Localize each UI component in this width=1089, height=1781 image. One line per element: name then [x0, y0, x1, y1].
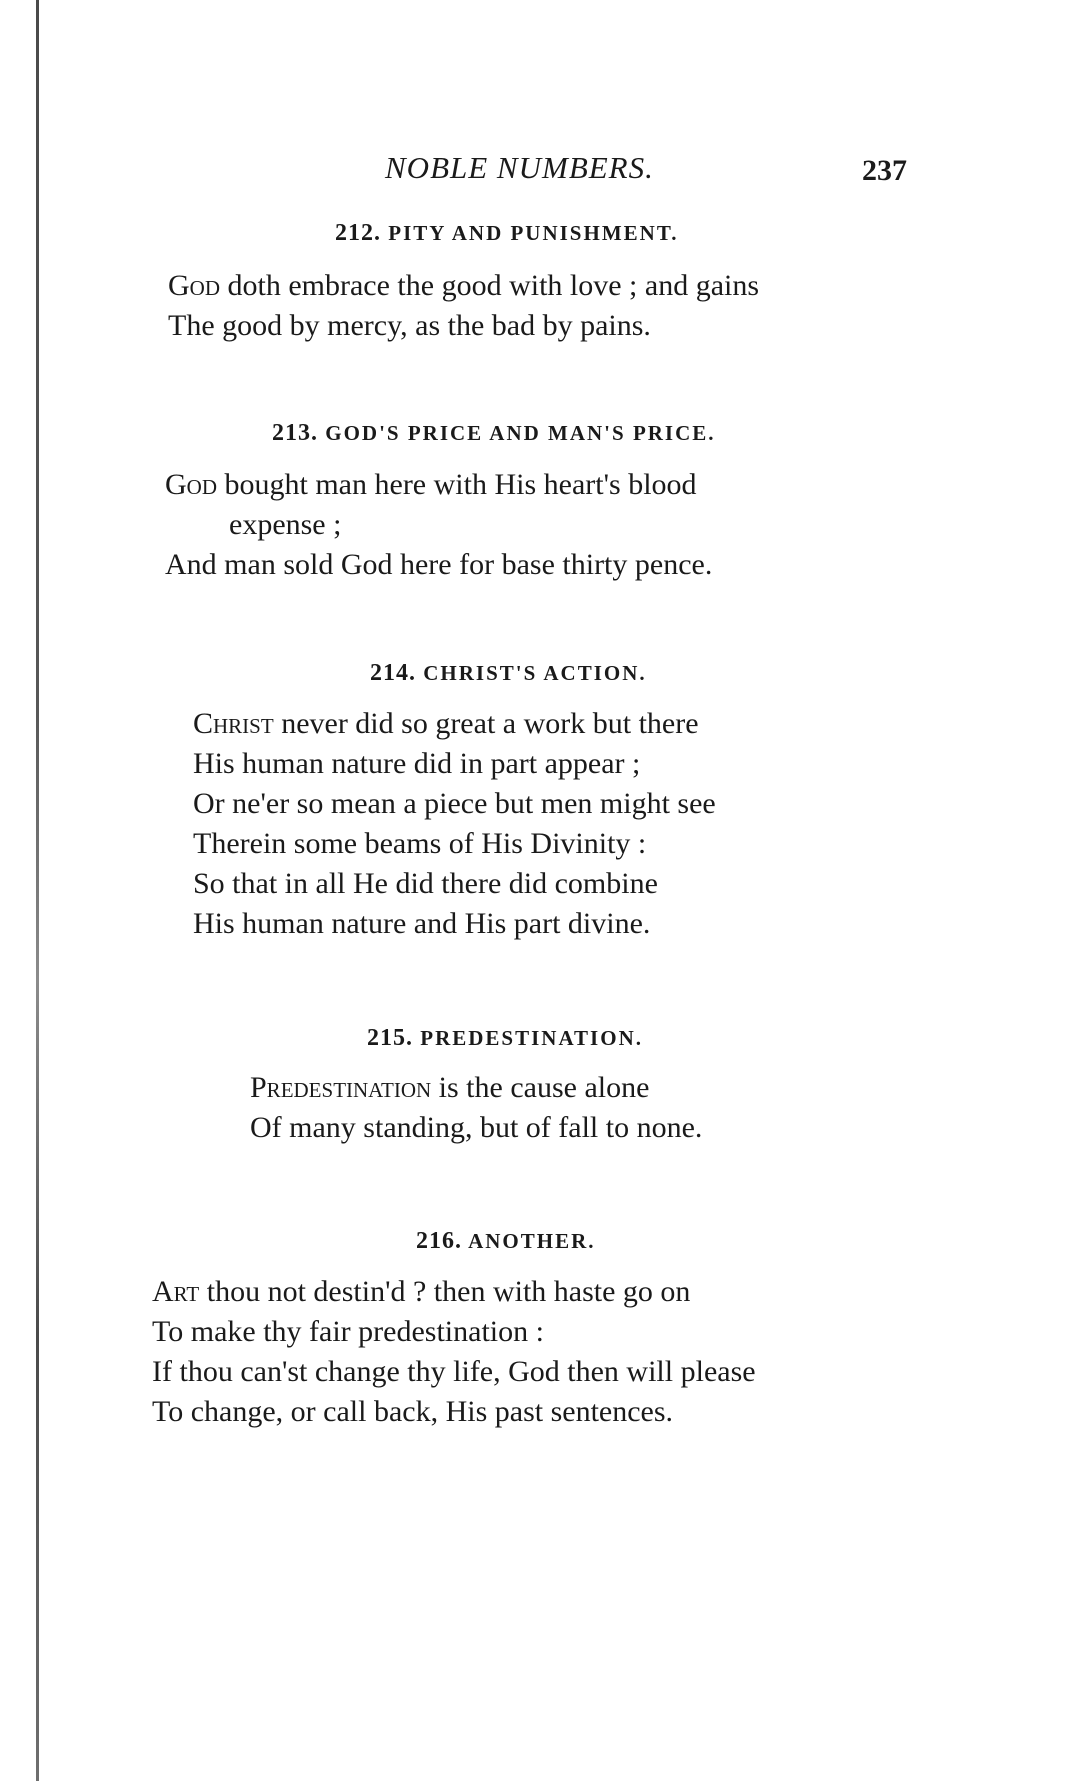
verse-line: [193, 704, 716, 744]
poem-heading-213: [272, 420, 716, 447]
verse-line: Of many standing, but of fall to none.: [250, 1111, 703, 1144]
verse-line: The good by mercy, as the bad by pains.: [168, 309, 651, 342]
poem-title: GOD'S PRICE AND MAN'S PRICE.: [325, 421, 716, 445]
verse-word: His: [494, 468, 537, 501]
verse-word: God: [165, 468, 217, 501]
poem-title: PITY AND PUNISHMENT.: [388, 221, 679, 245]
verse-line: Or ne'er so mean a piece but men might see: [193, 787, 716, 820]
poem-title: PREDESTINATION.: [420, 1026, 643, 1050]
verse-line: His human nature did in part appear ;: [193, 747, 641, 780]
poem-heading-212: [335, 220, 679, 247]
page-number: 237: [862, 154, 907, 187]
line-rest: doth embrace the good with love ; and gains: [220, 269, 760, 302]
poem-title: ANOTHER.: [468, 1229, 596, 1253]
poem-body-216: [152, 1272, 756, 1432]
verse-line: Therein some beams of His Divinity :: [193, 827, 647, 860]
poem-number: 213.: [272, 420, 318, 446]
page-edge-shadow: [36, 0, 39, 1781]
verse-line: To make thy fair predestination :: [152, 1315, 544, 1348]
poem-number: 214.: [370, 660, 416, 686]
verse-word: bought: [224, 468, 308, 501]
line-rest: is the cause alone: [431, 1071, 650, 1104]
poem-body-214: [193, 704, 716, 944]
poem-number: 216.: [416, 1228, 462, 1254]
verse-word: here: [374, 468, 427, 501]
verse-line: [152, 1272, 756, 1312]
verse-line-justified: [165, 465, 910, 505]
verse-line: [168, 266, 759, 306]
verse-line: His human nature and His part divine.: [193, 907, 651, 940]
line-rest: never did so great a work but there: [273, 707, 699, 740]
running-header: [0, 150, 1089, 190]
poem-heading-215: [367, 1025, 643, 1052]
poem-heading-216: [416, 1228, 596, 1255]
initial-word: Art: [152, 1275, 200, 1308]
verse-word: man: [315, 468, 367, 501]
poem-body-213: [165, 465, 910, 585]
verse-word: with: [433, 468, 487, 501]
running-title: NOBLE NUMBERS.: [385, 150, 654, 185]
verse-word: heart's: [543, 468, 621, 501]
verse-line-continuation: expense ;: [229, 508, 342, 541]
poem-body-212: [168, 266, 759, 346]
verse-line: [250, 1068, 702, 1108]
verse-line: If thou can'st change thy life, God then will please: [152, 1355, 756, 1388]
poem-heading-214: [370, 660, 647, 687]
initial-word: God: [168, 269, 220, 302]
verse-line: And man sold God here for base thirty pence.: [165, 548, 713, 581]
verse-word: blood: [628, 468, 697, 501]
poem-body-215: [250, 1068, 702, 1148]
initial-word: Christ: [193, 707, 274, 740]
poem-number: 215.: [367, 1025, 413, 1051]
initial-word: Predestination: [250, 1071, 432, 1104]
poem-title: CHRIST'S ACTION.: [423, 661, 647, 685]
line-rest: thou not destin'd ? then with haste go on: [199, 1275, 691, 1308]
poem-number: 212.: [335, 220, 381, 246]
verse-line: To change, or call back, His past sentences.: [152, 1395, 674, 1428]
verse-line: So that in all He did there did combine: [193, 867, 658, 900]
